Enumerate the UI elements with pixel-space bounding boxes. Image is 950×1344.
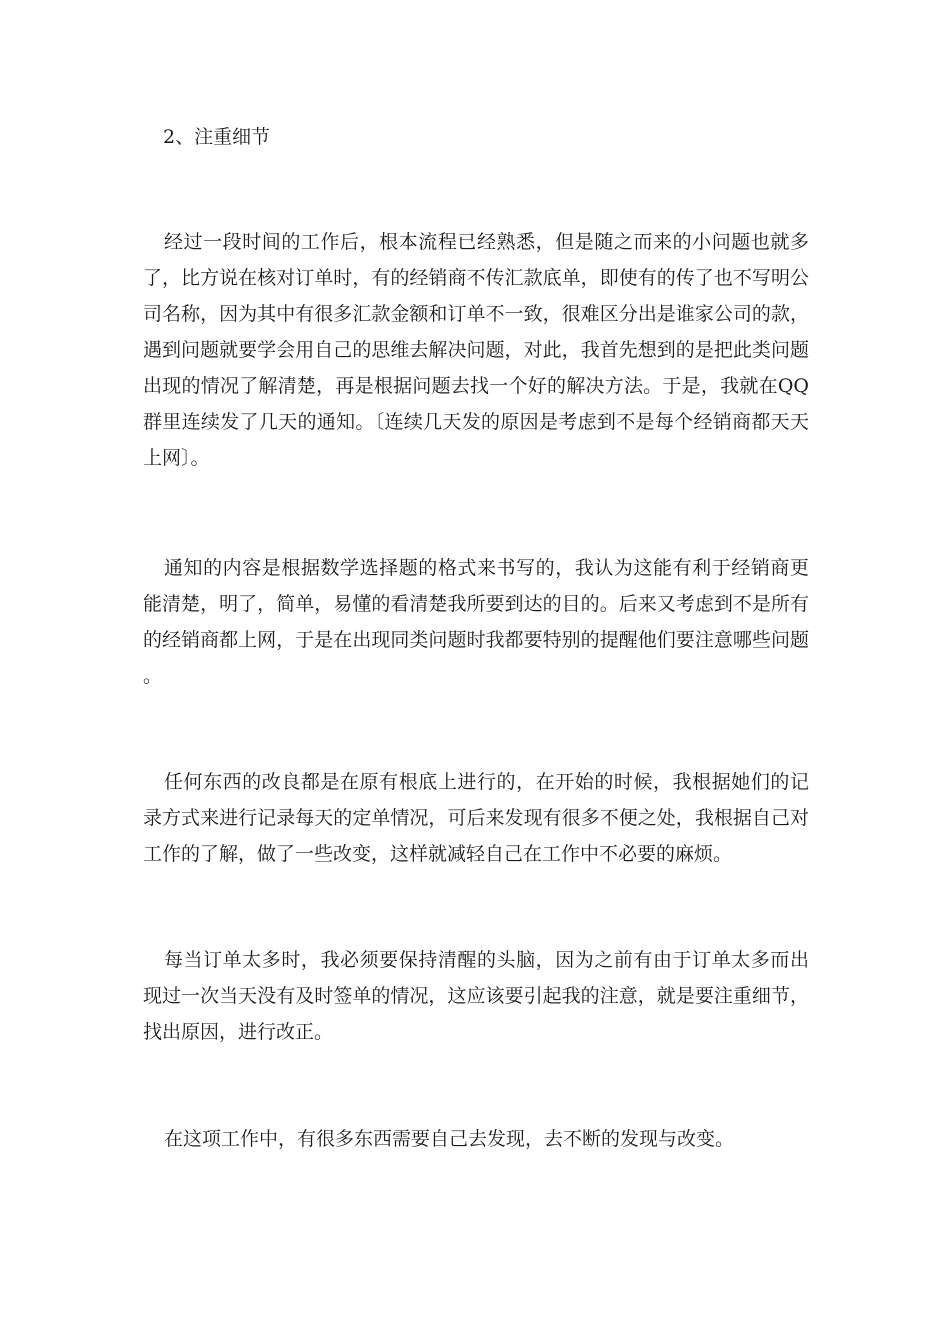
paragraph-1: 经过一段时间的工作后，根本流程已经熟悉，但是随之而来的小问题也就多了，比方说在核对订单时，有的经销商不传汇款底单，即使有的传了也不写明公司名称，因为其中有很多汇款金额和订单不一致，很难区分出是谁家公司的款，遇到问题就要学会用自己的思维去解决问题，对此，我首先想到的是把此类问题出现的情况了解清楚，再是根据问题去找一个好的解决方法。于是，我就在QQ群里连续发了几天的通知。〔连续几天发的原因是考虑到不是每个经销商都天天上网〕。 <box>143 231 809 469</box>
section-heading: 2、注重细节 <box>163 126 271 148</box>
paragraph-2: 通知的内容是根据数学选择题的格式来书写的，我认为这能有利于经销商更能清楚，明了，简单，易懂的看清楚我所要到达的目的。后来又考虑到不是所有的经销商都上网，于是在出现同类问题时我都要特别的提醒他们要注意哪些问题。 <box>143 557 809 687</box>
paragraph-5: 在这项工作中，有很多东西需要自己去发现，去不断的发现与改变。 <box>164 1128 735 1150</box>
paragraph-4: 每当订单太多时，我必须要保持清醒的头脑，因为之前有由于订单太多而出现过一次当天没有及时签单的情况，这应该要引起我的注意，就是要注重细节，找出原因，进行改正。 <box>143 949 809 1043</box>
paragraph-3: 任何东西的改良都是在原有根底上进行的，在开始的时候，我根据她们的记录方式来进行记录每天的定单情况，可后来发现有很多不便之处，我根据自己对工作的了解，做了一些改变，这样就减轻自己在工作中不必要的麻烦。 <box>143 771 809 865</box>
